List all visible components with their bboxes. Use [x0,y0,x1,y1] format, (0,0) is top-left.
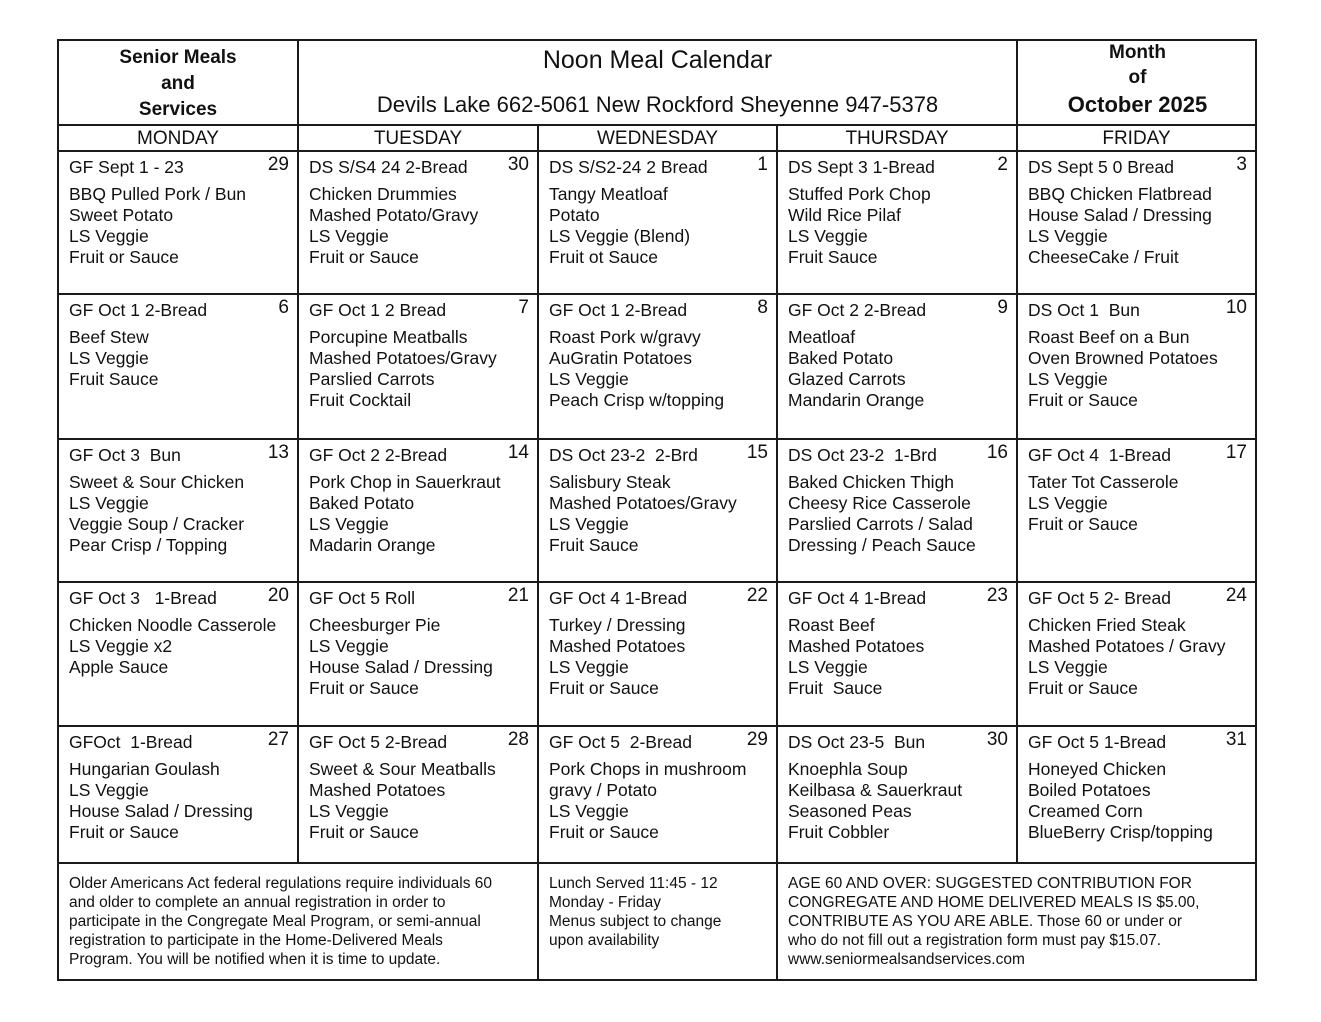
menu-items [1028,615,1247,699]
day-cell-header [309,156,529,180]
menu-items [69,184,289,268]
menu-items [69,759,289,843]
menu-item: Turkey / Dressing [549,615,686,635]
day-cell [539,293,778,438]
menu-item: LS Veggie [1028,226,1108,246]
menu-item: Pear Crisp / Topping [69,535,228,555]
day-cell [539,150,778,293]
day-cell [778,438,1018,581]
menu-item: Madarin Orange [309,535,436,555]
diet-code: DS Sept 5 0 Bread [1028,157,1174,177]
menu-item: BBQ Pulled Pork / Bun [69,184,247,204]
menu-item: LS Veggie [549,801,629,821]
menu-item: LS Veggie [309,514,389,534]
menu-item: Fruit or Sauce [1028,390,1138,410]
weekday-monday: MONDAY [59,126,299,150]
day-cell-header [69,731,289,755]
menu-item: Keilbasa & Sauerkraut [788,780,963,800]
day-cell-header [549,731,768,755]
day-number: 30 [986,729,1008,750]
diet-code: GF Oct 1 2 Bread [309,300,447,320]
notice-line: Older Americans Act federal regulations require individuals 60 [69,875,493,892]
diet-code: GF Oct 3 1-Bread [69,588,217,608]
menu-item: Veggie Soup / Cracker [69,514,245,534]
menu-items [788,327,1008,411]
contribution-line: CONTRIBUTE AS YOU ARE ABLE. Those 60 or under or [788,913,1182,930]
day-cell-header [788,731,1008,755]
menu-items [69,472,289,556]
diet-code: DS Oct 23-2 2-Brd [549,445,698,465]
menu-items [549,472,768,556]
day-cell-header [309,444,529,468]
month-line: of [1128,67,1147,88]
diet-code: GF Oct 1 2-Bread [549,300,688,320]
day-cell [59,438,299,581]
menu-item: Mashed Potatoes/Gravy [549,493,737,513]
weekday-header-row [59,124,1255,152]
menu-item: LS Veggie [549,514,629,534]
menu-item: Chicken Fried Steak [1028,615,1186,635]
menu-items [1028,327,1247,411]
weekday-friday: FRIDAY [1102,128,1171,149]
day-number: 15 [746,442,768,463]
diet-code: GF Oct 5 2- Bread [1028,588,1171,608]
day-cell [299,150,539,293]
meal-calendar [57,39,1257,981]
menu-item: LS Veggie [549,657,629,677]
menu-item: Mashed Potatoes [549,636,686,656]
menu-item: gravy / Potato [549,780,657,800]
diet-code: DS Oct 23-5 Bun [788,732,926,752]
day-cell-header [549,299,768,323]
day-number: 6 [278,297,289,318]
menu-item: Apple Sauce [69,657,169,677]
diet-code: GF Oct 4 1-Bread [788,588,927,608]
menu-item: Fruit or Sauce [309,822,419,842]
menu-item: Baked Chicken Thigh [788,472,955,492]
menu-item: Baked Potato [788,348,894,368]
day-cell [539,438,778,581]
menu-item: Fruit Sauce [788,678,883,698]
menu-item: Honeyed Chicken [1028,759,1167,779]
diet-code: DS Oct 1 Bun [1028,300,1140,320]
menu-item: LS Veggie (Blend) [549,226,691,246]
menu-item: LS Veggie [788,226,868,246]
menu-item: Fruit Sauce [788,247,878,267]
menu-items [309,615,529,699]
diet-code: DS Oct 23-2 1-Brd [788,445,937,465]
menu-item: Parslied Carrots [309,369,435,389]
day-cell [778,725,1018,862]
weekday-wednesday: WEDNESDAY [539,126,778,150]
menu-items [69,615,289,678]
menu-item: Fruit Sauce [69,369,159,389]
month-value: October 2025 [1067,92,1208,117]
day-number: 24 [1225,585,1247,606]
menu-item: LS Veggie [309,801,389,821]
contribution-line: CONGREGATE AND HOME DELIVERED MEALS IS $5.00, [788,894,1200,911]
day-cell [778,293,1018,438]
day-cell [59,150,299,293]
menu-item: Fruit or Sauce [309,678,419,698]
menu-item: Fruit or Sauce [1028,678,1138,698]
menu-item: AuGratin Potatoes [549,348,692,368]
day-cell-header [549,587,768,611]
day-number: 13 [267,442,289,463]
weekday-thursday: THURSDAY [778,126,1018,150]
menu-item: Chicken Noodle Casserole [69,615,277,635]
diet-code: GF Oct 3 Bun [69,445,181,465]
menu-item: Dressing / Peach Sauce [788,535,976,555]
notice-line: participate in the Congregate Meal Program, or semi-annual [69,913,481,930]
menu-item: Boiled Potatoes [1028,780,1151,800]
day-number: 3 [1236,154,1247,175]
menu-item: Fruit Sauce [549,535,639,555]
day-cell [1018,293,1255,438]
menu-items [549,327,768,411]
diet-code: GF Oct 5 Roll [309,588,415,608]
menu-item: Chicken Drummies [309,184,457,204]
menu-item: Roast Pork w/gravy [549,327,701,347]
contribution-line: AGE 60 AND OVER: SUGGESTED CONTRIBUTION FOR [788,875,1192,892]
menu-item: LS Veggie [69,226,149,246]
menu-item: Glazed Carrots [788,369,906,389]
day-cell-header [1028,444,1247,468]
day-cell-header [788,444,1008,468]
menu-items [309,184,529,268]
day-cell-header [1028,156,1247,180]
menu-items [69,327,289,390]
day-cell [299,293,539,438]
menu-item: Sweet Potato [69,205,174,225]
day-cell [59,581,299,725]
weekday-tuesday: TUESDAY [299,126,539,150]
menu-item: Mashed Potatoes/Gravy [309,348,497,368]
menu-item: Tangy Meatloaf [549,184,668,204]
day-cell [1018,581,1255,725]
day-number: 7 [518,297,529,318]
menu-item: Peach Crisp w/topping [549,390,725,410]
menu-item: LS Veggie [309,636,389,656]
menu-item: Sweet & Sour Meatballs [309,759,496,779]
day-cell [1018,438,1255,581]
menu-item: Fruit or Sauce [549,822,659,842]
menu-item: Fruit ot Sauce [549,247,658,267]
diet-code: GF Sept 1 - 23 [69,157,184,177]
diet-code: GF Oct 5 1-Bread [1028,732,1167,752]
day-cell [539,581,778,725]
menu-item: BBQ Chicken Flatbread [1028,184,1212,204]
calendar-title: Noon Meal Calendar [542,46,773,74]
calendar-week-row [59,581,1255,727]
day-number: 22 [746,585,768,606]
month-line: Month [1109,42,1166,63]
menu-item: Wild Rice Pilaf [788,205,901,225]
day-cell-header [1028,299,1247,323]
menu-item: Beef Stew [69,327,149,347]
menu-items [788,184,1008,268]
menu-item: Sweet & Sour Chicken [69,472,245,492]
menu-item: Fruit or Sauce [1028,514,1138,534]
month-label [1018,41,1257,124]
day-cell [778,581,1018,725]
menu-item: Mashed Potatoes [788,636,925,656]
menu-item: LS Veggie [1028,657,1108,677]
diet-code: DS S/S2-24 2 Bread [549,157,708,177]
menu-item: Cheesy Rice Casserole [788,493,971,513]
menu-item: Fruit or Sauce [309,247,419,267]
menu-item: Mashed Potato/Gravy [309,205,479,225]
diet-code: GF Oct 4 1-Bread [549,588,688,608]
day-cell-header [788,299,1008,323]
menu-item: Tater Tot Casserole [1028,472,1179,492]
organization-name [59,41,299,124]
menu-item: LS Veggie [69,780,149,800]
day-number: 20 [267,585,289,606]
menu-item: Fruit Cocktail [309,390,412,410]
day-number: 1 [757,154,768,175]
day-cell [778,150,1018,293]
menu-item: House Salad / Dressing [69,801,253,821]
day-number: 2 [997,154,1008,175]
calendar-week-row [59,725,1255,864]
menu-item: LS Veggie [1028,369,1108,389]
menu-item: LS Veggie [549,369,629,389]
menu-items [549,759,768,843]
menu-item: Baked Potato [309,493,415,513]
day-cell [59,293,299,438]
calendar-week-row [59,438,1255,583]
schedule-line: Lunch Served 11:45 - 12 [549,875,718,892]
menu-items [309,327,529,411]
day-cell-header [549,444,768,468]
menu-item: Roast Beef [788,615,875,635]
menu-item: House Salad / Dressing [1028,205,1212,225]
day-cell-header [1028,731,1247,755]
menu-item: LS Veggie [69,348,149,368]
menu-item: Hungarian Goulash [69,759,220,779]
menu-items [309,472,529,556]
day-number: 17 [1225,442,1247,463]
day-number: 21 [507,585,529,606]
day-number: 23 [986,585,1008,606]
schedule-line: upon availability [549,932,660,949]
org-line: Services [138,99,218,120]
diet-code: GF Oct 2 2-Bread [309,445,448,465]
day-cell-header [549,156,768,180]
day-number: 30 [507,154,529,175]
day-cell-header [69,156,289,180]
menu-items [1028,759,1247,843]
day-number: 31 [1225,729,1247,750]
diet-code: GF Oct 2 2-Bread [788,300,927,320]
notice-line: Program. You will be notified when it is time to update. [69,951,441,968]
day-number: 14 [507,442,529,463]
diet-code: DS Sept 3 1-Bread [788,157,935,177]
menu-items [1028,472,1247,535]
diet-code: DS S/S4 24 2-Bread [309,157,468,177]
menu-item: Pork Chops in mushroom [549,759,747,779]
diet-code: GF Oct 4 1-Bread [1028,445,1171,465]
day-cell-header [309,731,529,755]
menu-items [549,184,768,268]
day-number: 16 [986,442,1008,463]
org-line: and [161,73,195,94]
menu-item: Fruit or Sauce [69,247,179,267]
contribution-notice [778,862,1255,979]
diet-code: GF Oct 5 2-Bread [549,732,692,752]
menu-item: Mashed Potatoes / Gravy [1028,636,1226,656]
schedule-line: Menus subject to change [549,913,722,930]
menu-item: Mandarin Orange [788,390,925,410]
day-cell [539,725,778,862]
menu-item: Knoephla Soup [788,759,908,779]
menu-item: Mashed Potatoes [309,780,446,800]
menu-item: Roast Beef on a Bun [1028,327,1190,347]
day-cell-header [788,156,1008,180]
menu-item: Oven Browned Potatoes [1028,348,1218,368]
day-cell-header [69,299,289,323]
menu-item: Cheesburger Pie [309,615,441,635]
day-cell [299,581,539,725]
menu-item: Stuffed Pork Chop [788,184,931,204]
menu-item: LS Veggie [69,493,149,513]
menu-item: Creamed Corn [1028,801,1143,821]
menu-item: Fruit Cobbler [788,822,890,842]
diet-code: GFOct 1-Bread [69,732,193,752]
menu-item: House Salad / Dressing [309,657,493,677]
schedule-line: Monday - Friday [549,894,661,911]
menu-item: Pork Chop in Sauerkraut [309,472,501,492]
calendar-week-row [59,150,1255,295]
day-cell-header [69,587,289,611]
day-number: 28 [507,729,529,750]
day-cell-header [309,587,529,611]
footer-notes [59,862,1255,979]
menu-item: Meatloaf [788,327,856,347]
menu-item: LS Veggie [1028,493,1108,513]
day-cell [299,438,539,581]
menu-item: LS Veggie x2 [69,636,173,656]
menu-items [788,472,1008,556]
day-cell-header [788,587,1008,611]
day-number: 10 [1225,297,1247,318]
day-cell [1018,150,1255,293]
day-number: 29 [746,729,768,750]
contact-phones: Devils Lake 662-5061 New Rockford Sheyenne 947-5378 [376,92,939,117]
menu-items [788,759,1008,843]
day-number: 29 [267,154,289,175]
menu-item: Fruit or Sauce [549,678,659,698]
menu-items [309,759,529,843]
contribution-line: who do not fill out a registration form must pay $15.07. [788,932,1162,949]
notice-line: and older to complete an annual registration in order to [69,894,446,911]
day-number: 27 [267,729,289,750]
serving-schedule [539,862,778,979]
menu-item: Parslied Carrots / Salad [788,514,973,534]
day-cell [299,725,539,862]
menu-item: LS Veggie [309,226,389,246]
menu-item: Fruit or Sauce [69,822,179,842]
calendar-week-row [59,293,1255,440]
day-cell [1018,725,1255,862]
day-cell-header [309,299,529,323]
menu-items [1028,184,1247,268]
menu-items [549,615,768,699]
notice-line: registration to participate in the Home-Delivered Meals [69,932,443,949]
menu-items [788,615,1008,699]
day-cell-header [1028,587,1247,611]
day-number: 9 [997,297,1008,318]
org-line: Senior Meals [119,47,237,68]
menu-item: CheeseCake / Fruit [1028,247,1179,267]
menu-item: BlueBerry Crisp/topping [1028,822,1213,842]
menu-item: LS Veggie [788,657,868,677]
day-cell-header [69,444,289,468]
menu-item: Potato [549,205,600,225]
menu-item: Salisbury Steak [549,472,671,492]
day-cell [59,725,299,862]
menu-item: Seasoned Peas [788,801,912,821]
registration-notice [59,862,539,979]
website-link[interactable]: www.seniormealsandservices.com [788,951,1025,968]
calendar-title-block [299,41,1018,124]
diet-code: GF Oct 5 2-Bread [309,732,448,752]
menu-item: Porcupine Meatballs [309,327,468,347]
diet-code: GF Oct 1 2-Bread [69,300,208,320]
day-number: 8 [757,297,768,318]
